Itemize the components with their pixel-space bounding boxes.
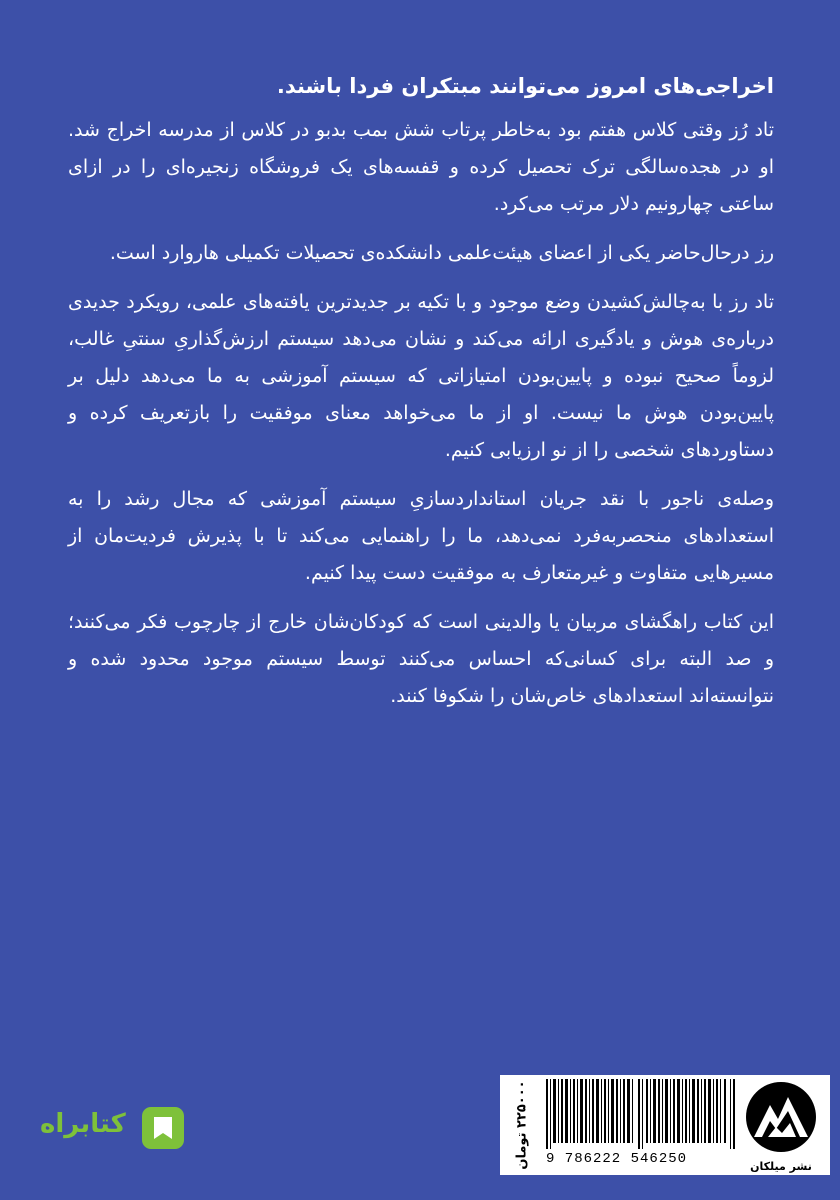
price-text: ۲۲۵۰۰۰ تومان (514, 1080, 530, 1170)
mountain-logo-icon (740, 1079, 822, 1171)
publisher-name: نشر میلکان (750, 1160, 812, 1173)
blurb-headline: اخراجی‌های امروز می‌توانند مبتکران فردا باشند. (276, 74, 774, 98)
store-logo (40, 1105, 190, 1155)
barcode-image (546, 1079, 736, 1149)
blurb-paragraph: رز درحال‌حاضر یکی از اعضای هیئت‌علمی دانشکده‌ی تحصیلات تکمیلی هاروارد است. (109, 242, 774, 264)
blurb-paragraph: تاد رز با به‌چالش‌کشیدن وضع موجود و با تکیه بر جدیدترین یافته‌های علمی، رویکرد جدیدی درباره‌ی هوش و یادگیری ارائه می‌کند و نشان می‌دهد سیستم ارزش‌گذاریِ سنتیِ غالب، لزوماً صحیح نبوده و پایین‌بودن امتیازاتی که سیستم آموزشی به ما می‌دهد دلیل بر پایین‌بودن هوش ما نیست. او از ما می‌خواهد معنای موفقیت را بازتعریف کرده و دستاوردهای شخصی را از نو ارزیابی کنیم. (68, 291, 774, 461)
blurb-paragraph: این کتاب راهگشای مربیان یا والدینی است که کودکان‌شان خارج از چارچوب فکر می‌کنند؛ و صد البته برای کسانی‌که احساس می‌کنند توسط سیستم موجود محدود شده و نتوانسته‌اند استعدادهای خاص‌شان را شکوفا کنند. (68, 611, 774, 707)
store-name: کتابراه (40, 1109, 126, 1139)
blurb-text (68, 70, 774, 727)
blurb-paragraph: وصله‌ی ناجور با نقد جریان استانداردسازیِ سیستم آموزشی که مجال رشد را به استعدادهای منحصربه‌فرد نمی‌دهد، ما را راهنمایی می‌کند تا با پذیرش فردیت‌مان از مسیرهایی متفاوت و غیرمتعارف به موفقیت دست پیدا کنیم. (68, 488, 774, 584)
blurb-paragraph: تاد رُز وقتی کلاس هفتم بود به‌خاطر پرتاب شش بمب بدبو در کلاس از مدرسه اخراج شد. او در هجده‌سالگی ترک تحصیل کرده و قفسه‌های یک فروشگاه زنجیره‌ای را در ازای ساعتی چهارونیم دلار مرتب می‌کرد. (68, 119, 774, 215)
isbn-number: 9 786222 546250 (546, 1151, 688, 1167)
barcode-panel (500, 1075, 830, 1175)
price-label (504, 1075, 540, 1175)
book-bookmark-icon (140, 1105, 186, 1151)
